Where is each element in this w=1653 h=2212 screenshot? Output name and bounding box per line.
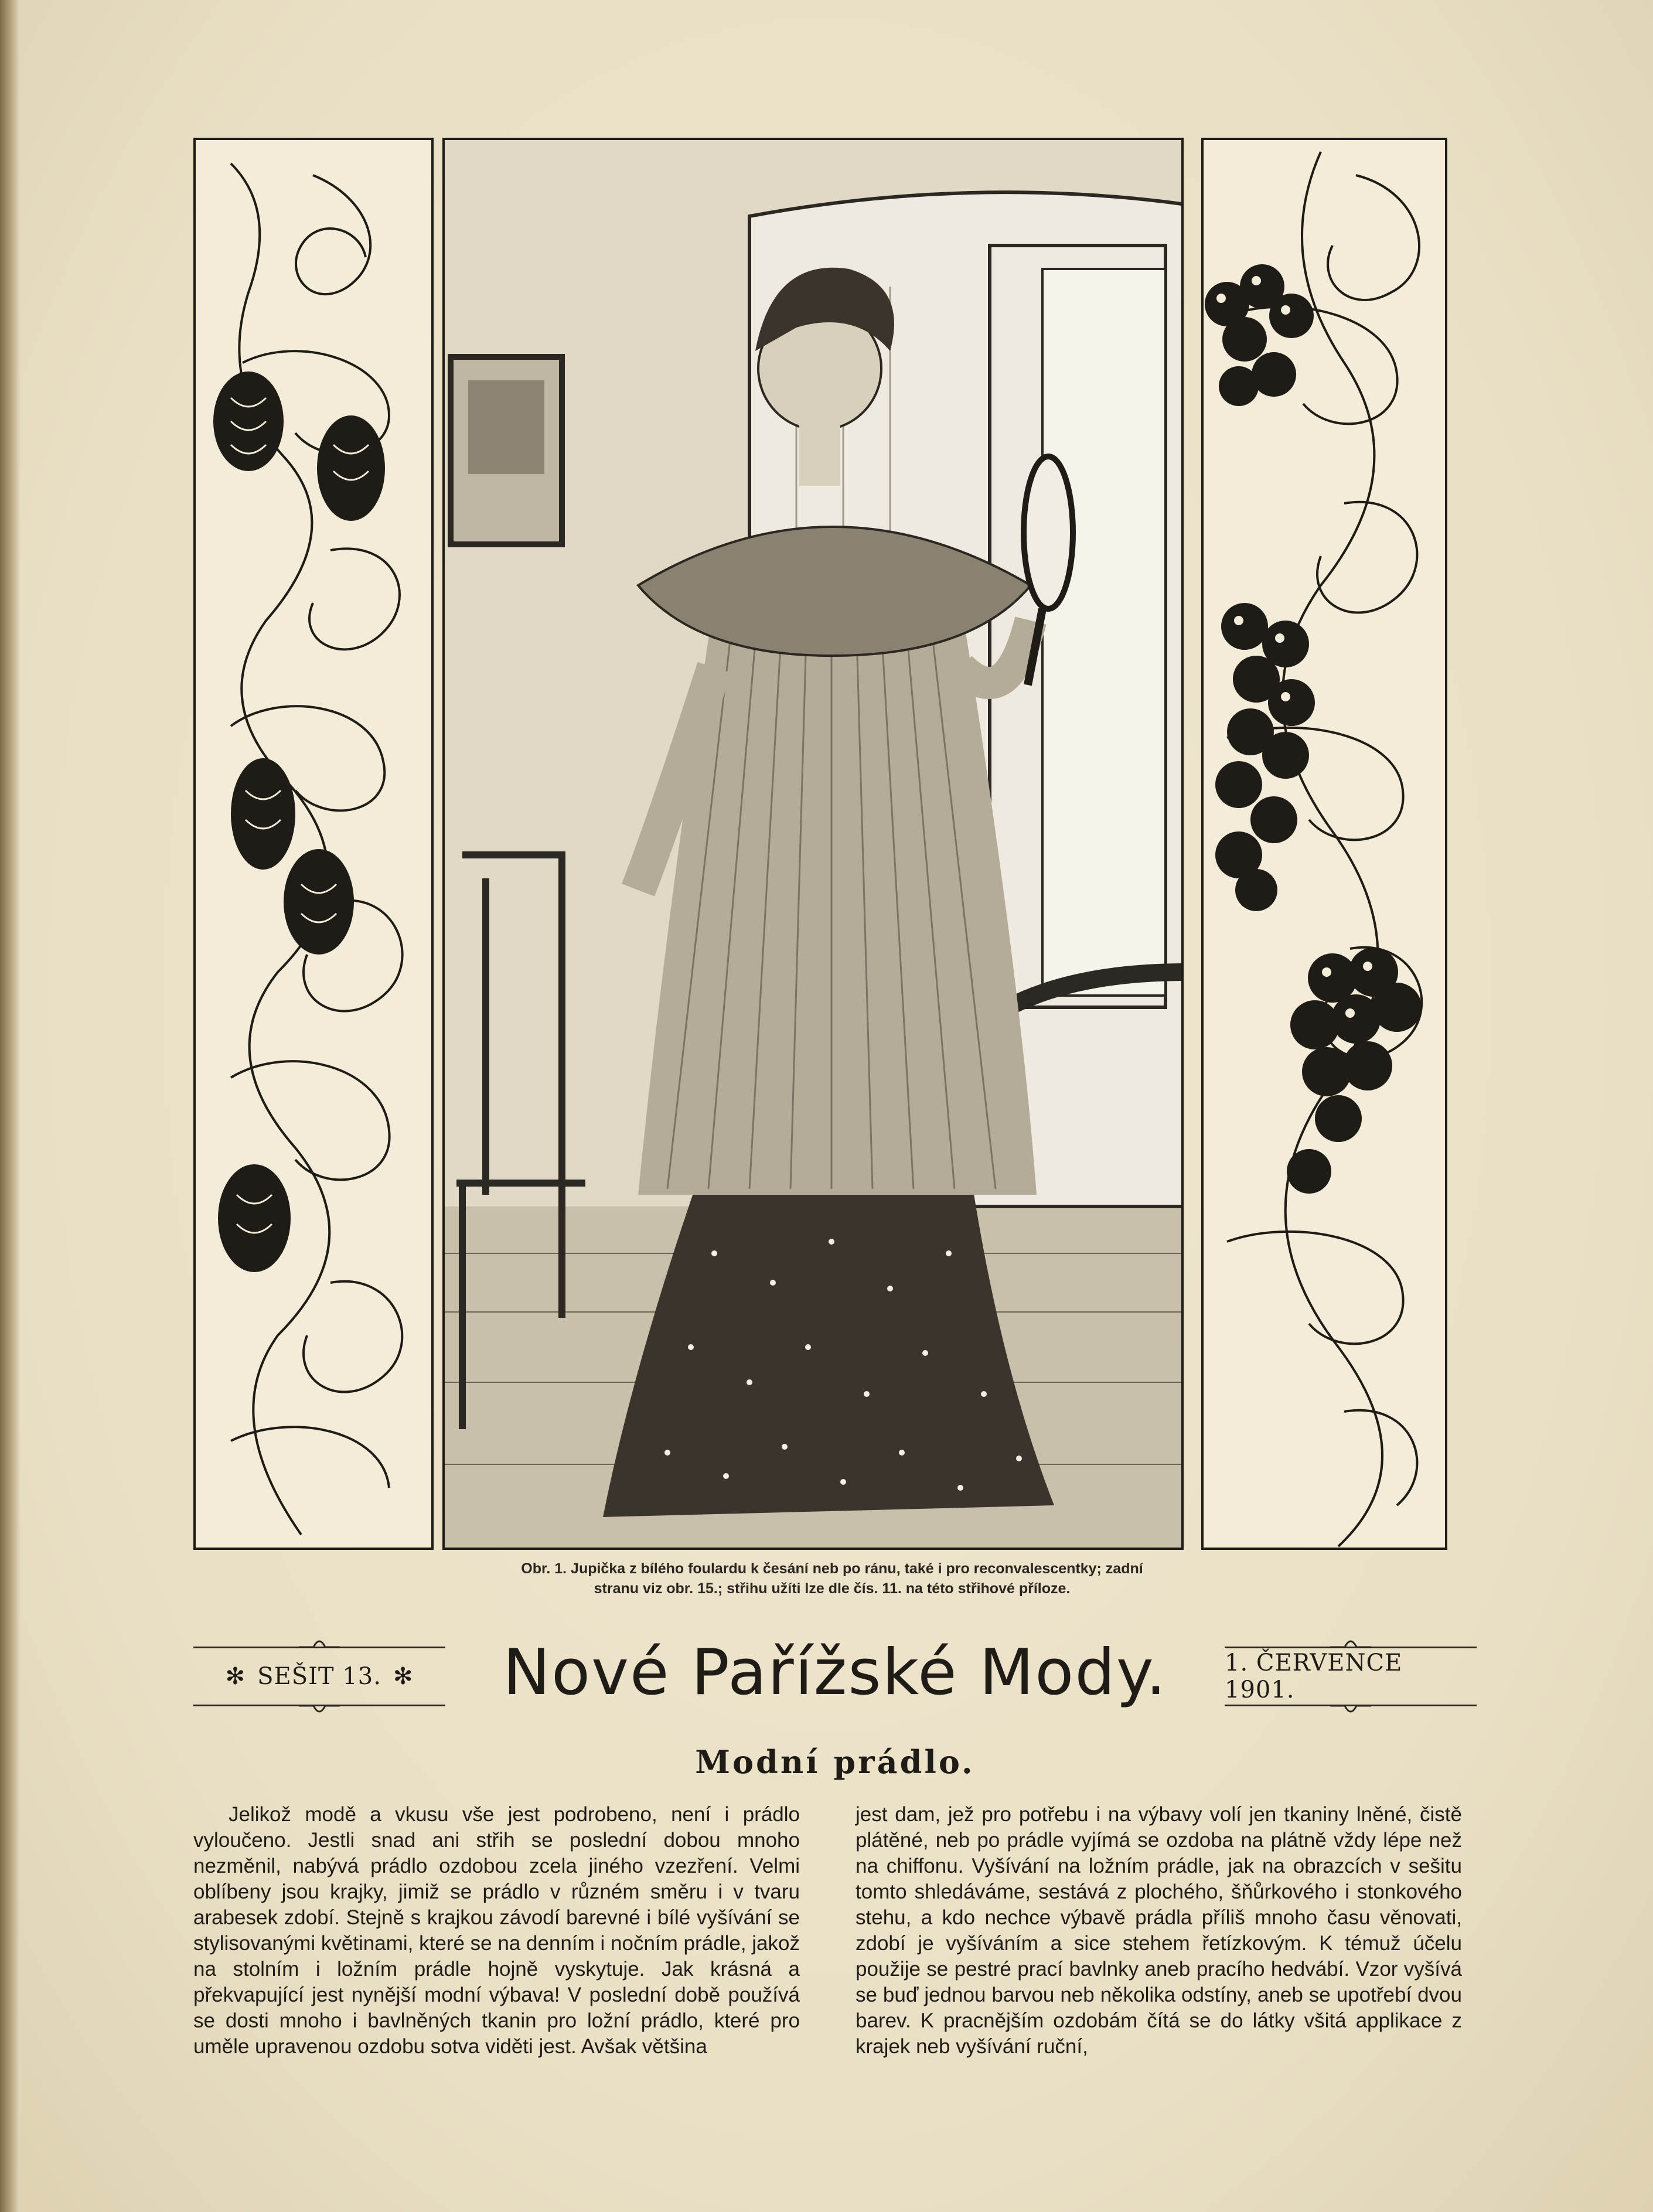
scroll-ornament-icon — [299, 1705, 340, 1717]
article-column-2 — [856, 1802, 1462, 2060]
article-paragraph: jest dam, jež pro potřebu i na výbavy volí jen tkaniny lněné, čistě plátěné, neb po prádle vyjímá se ozdoba na plátně vždy lépe než na chiffonu. Vyšívání na ložním prádle, jak na obrazcích v sešitu tomto shledáváme, sestává z plochého, šňůrkového i stonkového stehu, a kdo nechce výbavě prádla příliš mnoho času věnovati, zdobí je vyšíváním a sice stehem řetízkovým. K témuž účelu použije se pestré prací bavlnky aneb pracího hedvábí. Vzor vyšívá se buď jednou barvou neb několika odstíny, aneb se upotřebí dvou barev. K pracnějším ozdobám čítá se do látky všitá applikace z krajek neb vyšívání ruční, — [856, 1803, 1462, 2058]
grape-ornament-right-icon — [1204, 140, 1447, 1550]
scroll-ornament-icon — [1330, 1705, 1371, 1717]
illustration-woman-with-mirror — [442, 138, 1184, 1550]
issue-ornament-left: ✻ — [225, 1663, 246, 1690]
issue-date-box — [1225, 1647, 1477, 1706]
leaf-ornament-left-icon — [196, 140, 434, 1550]
caption-line-1: Obr. 1. Jupička z bílého foulardu k česání neb po ránu, také i pro reconvalescentky; zadní — [521, 1560, 1143, 1577]
masthead — [193, 1629, 1477, 1717]
left-floral-border — [193, 138, 434, 1550]
issue-ornament-right: ✻ — [393, 1663, 414, 1690]
fashion-plate — [193, 138, 1184, 1550]
article-column-1 — [193, 1802, 800, 2060]
article-paragraph: Jelikož modě a vkusu vše jest podrobeno, není i prádlo vyloučeno. Jestli snad ani střih se poslední dobou mnoho nezměnil, nabývá prádlo ozdobou zcela jiného vzezření. Velmi oblíbeny jsou krajky, jimiž se prádlo v různém směru i v tvaru arabesek zdobí. Stejně s krajkou závodí barevné i bílé vyšívání se stylisovanými květinami, které se na denním i nočním prádle, jakož na stolním i ložním prádle hojně vyskytuje. Jak krásná a překvapující jest nynější modní výbava! V poslední době používá se dosti mnoho i bavlněných tkanin pro ložní prádlo, které pro uměle upravenou ozdobu sotva viděti jest. Avšak většina — [193, 1803, 800, 2058]
scroll-ornament-icon — [299, 1635, 340, 1648]
issue-number: SEŠIT 13. — [257, 1663, 381, 1690]
article-heading: Modní prádlo. — [695, 1743, 975, 1781]
right-floral-border — [1201, 138, 1447, 1550]
magazine-title: Nové Pařížské Mody. — [503, 1636, 1167, 1709]
scroll-ornament-icon — [1330, 1635, 1371, 1648]
page-binding-edge — [0, 0, 20, 2212]
illustration-caption — [375, 1559, 1289, 1598]
issue-date: 1. ČERVENCE 1901. — [1225, 1649, 1403, 1703]
issue-number-box — [193, 1647, 445, 1706]
caption-line-2: stranu viz obr. 15.; střihu užíti lze dle čís. 11. na této střihové příloze. — [594, 1580, 1071, 1597]
